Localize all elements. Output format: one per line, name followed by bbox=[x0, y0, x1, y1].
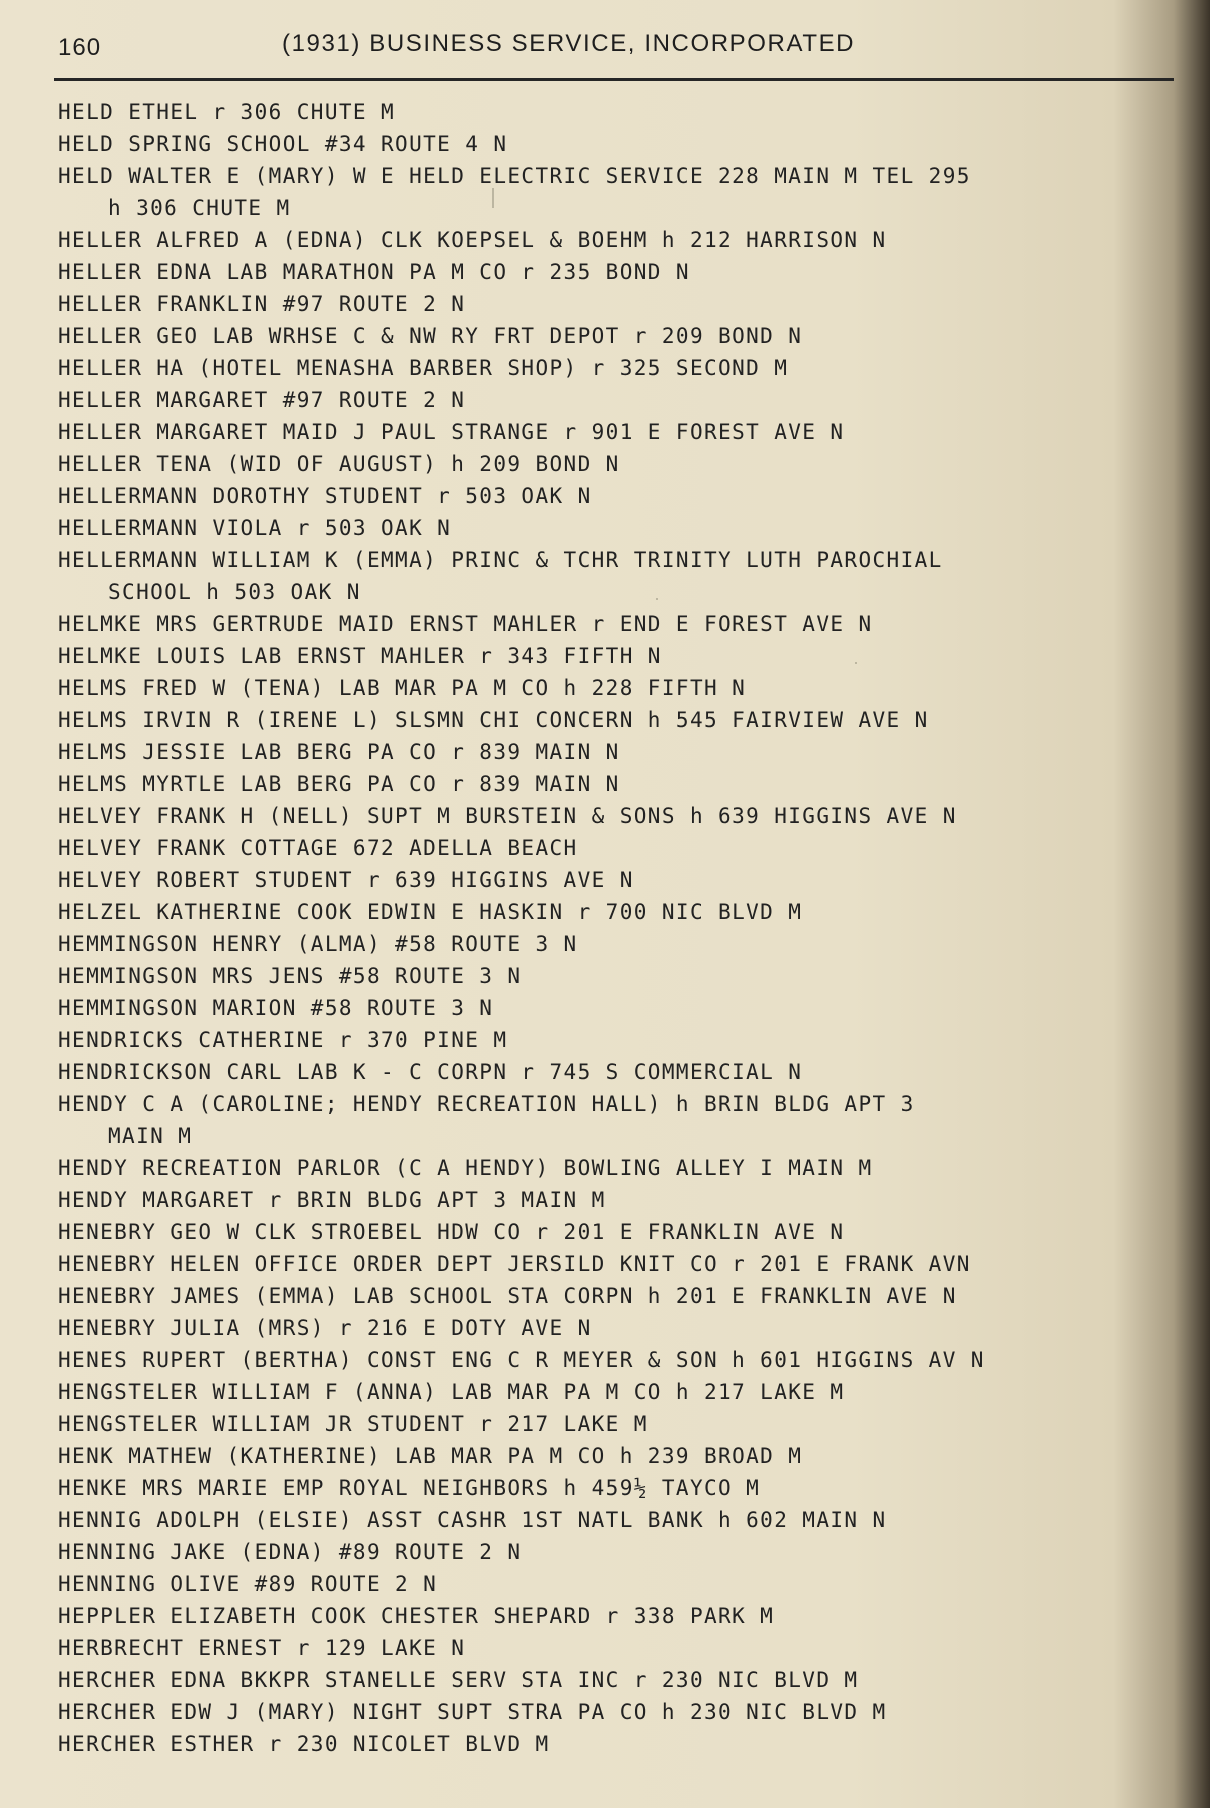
directory-entry: HENNIG ADOLPH (ELSIE) ASST CASHR 1ST NATL BANK h 602 MAIN N bbox=[58, 1508, 887, 1532]
directory-entry: HENDRICKSON CARL LAB K - C CORPN r 745 S COMMERCIAL N bbox=[58, 1060, 803, 1084]
directory-entry: HERBRECHT ERNEST r 129 LAKE N bbox=[58, 1636, 466, 1660]
directory-entry: HEMMINGSON MARION #58 ROUTE 3 N bbox=[58, 996, 494, 1020]
directory-entry: HELLERMANN WILLIAM K (EMMA) PRINC & TCHR TRINITY LUTH PAROCHIAL bbox=[58, 548, 943, 572]
directory-entry: HELMS FRED W (TENA) LAB MAR PA M CO h 228 FIFTH N bbox=[58, 676, 747, 700]
directory-entry: HENEBRY HELEN OFFICE ORDER DEPT JERSILD KNIT CO r 201 E FRANK AVN bbox=[58, 1252, 971, 1276]
directory-entry: HELMS MYRTLE LAB BERG PA CO r 839 MAIN N bbox=[58, 772, 620, 796]
page-header bbox=[0, 26, 1210, 70]
directory-entry: HENDY RECREATION PARLOR (C A HENDY) BOWLING ALLEY I MAIN M bbox=[58, 1156, 873, 1180]
directory-entry: HELMKE LOUIS LAB ERNST MAHLER r 343 FIFTH N bbox=[58, 644, 662, 668]
directory-entry: HENK MATHEW (KATHERINE) LAB MAR PA M CO h 239 BROAD M bbox=[58, 1444, 803, 1468]
directory-entry: HENDY MARGARET r BRIN BLDG APT 3 MAIN M bbox=[58, 1188, 606, 1212]
directory-entry: HENEBRY JAMES (EMMA) LAB SCHOOL STA CORPN h 201 E FRANKLIN AVE N bbox=[58, 1284, 957, 1308]
directory-entry: HELVEY ROBERT STUDENT r 639 HIGGINS AVE N bbox=[58, 868, 634, 892]
directory-entry: HELLER MARGARET #97 ROUTE 2 N bbox=[58, 388, 466, 412]
directory-entry: HENES RUPERT (BERTHA) CONST ENG C R MEYER & SON h 601 HIGGINS AV N bbox=[58, 1348, 985, 1372]
directory-entry: HELLER EDNA LAB MARATHON PA M CO r 235 BOND N bbox=[58, 260, 690, 284]
directory-entry: HELMS IRVIN R (IRENE L) SLSMN CHI CONCERN h 545 FAIRVIEW AVE N bbox=[58, 708, 929, 732]
directory-entry: HELVEY FRANK COTTAGE 672 ADELLA BEACH bbox=[58, 836, 578, 860]
directory-entry: HENNING JAKE (EDNA) #89 ROUTE 2 N bbox=[58, 1540, 522, 1564]
directory-entry: HELZEL KATHERINE COOK EDWIN E HASKIN r 700 NIC BLVD M bbox=[58, 900, 803, 924]
directory-entry: HENEBRY JULIA (MRS) r 216 E DOTY AVE N bbox=[58, 1316, 592, 1340]
directory-entry: HENNING OLIVE #89 ROUTE 2 N bbox=[58, 1572, 438, 1596]
directory-entry: HENDY C A (CAROLINE; HENDY RECREATION HALL) h BRIN BLDG APT 3 bbox=[58, 1092, 915, 1116]
directory-entry: HELMS JESSIE LAB BERG PA CO r 839 MAIN N bbox=[58, 740, 620, 764]
directory-entry: HELD WALTER E (MARY) W E HELD ELECTRIC SERVICE 228 MAIN M TEL 295 bbox=[58, 164, 971, 188]
directory-entry: HEMMINGSON HENRY (ALMA) #58 ROUTE 3 N bbox=[58, 932, 578, 956]
directory-entry: HELLER GEO LAB WRHSE C & NW RY FRT DEPOT r 209 BOND N bbox=[58, 324, 803, 348]
directory-entry: HELD ETHEL r 306 CHUTE M bbox=[58, 100, 396, 124]
directory-entry: HERCHER EDNA BKKPR STANELLE SERV STA INC r 230 NIC BLVD M bbox=[58, 1668, 859, 1692]
directory-entry-continuation: MAIN M bbox=[108, 1124, 193, 1148]
directory-entry: HELLER MARGARET MAID J PAUL STRANGE r 901 E FOREST AVE N bbox=[58, 420, 845, 444]
header-rule bbox=[54, 78, 1174, 81]
speck-mark bbox=[855, 662, 857, 664]
directory-entry: HELLER FRANKLIN #97 ROUTE 2 N bbox=[58, 292, 466, 316]
directory-entry: HENGSTELER WILLIAM JR STUDENT r 217 LAKE M bbox=[58, 1412, 648, 1436]
speck-mark bbox=[656, 598, 658, 600]
directory-entry: HEPPLER ELIZABETH COOK CHESTER SHEPARD r 338 PARK M bbox=[58, 1604, 775, 1628]
directory-entry: HELLERMANN VIOLA r 503 OAK N bbox=[58, 516, 452, 540]
directory-entry: HELMKE MRS GERTRUDE MAID ERNST MAHLER r END E FOREST AVE N bbox=[58, 612, 873, 636]
directory-entry: HENEBRY GEO W CLK STROEBEL HDW CO r 201 E FRANKLIN AVE N bbox=[58, 1220, 845, 1244]
directory-entry: HELLER HA (HOTEL MENASHA BARBER SHOP) r 325 SECOND M bbox=[58, 356, 789, 380]
directory-entry: HELVEY FRANK H (NELL) SUPT M BURSTEIN & SONS h 639 HIGGINS AVE N bbox=[58, 804, 957, 828]
page-header-title: (1931) BUSINESS SERVICE, INCORPORATED bbox=[282, 30, 856, 57]
directory-entry: HELLER ALFRED A (EDNA) CLK KOEPSEL & BOEHM h 212 HARRISON N bbox=[58, 228, 887, 252]
directory-entry: HERCHER EDW J (MARY) NIGHT SUPT STRA PA CO h 230 NIC BLVD M bbox=[58, 1700, 887, 1724]
directory-entry: HERCHER ESTHER r 230 NICOLET BLVD M bbox=[58, 1732, 550, 1756]
directory-entry: HENKE MRS MARIE EMP ROYAL NEIGHBORS h 459½ TAYCO M bbox=[58, 1476, 761, 1500]
directory-entry: HELLERMANN DOROTHY STUDENT r 503 OAK N bbox=[58, 484, 592, 508]
directory-entry: HELD SPRING SCHOOL #34 ROUTE 4 N bbox=[58, 132, 508, 156]
page-number: 160 bbox=[58, 34, 102, 61]
directory-entry-continuation: h 306 CHUTE M bbox=[108, 196, 291, 220]
pen-mark bbox=[492, 188, 494, 208]
directory-entry: HENDRICKS CATHERINE r 370 PINE M bbox=[58, 1028, 508, 1052]
directory-entry: HEMMINGSON MRS JENS #58 ROUTE 3 N bbox=[58, 964, 522, 988]
directory-entry: HENGSTELER WILLIAM F (ANNA) LAB MAR PA M CO h 217 LAKE M bbox=[58, 1380, 845, 1404]
directory-entry: HELLER TENA (WID OF AUGUST) h 209 BOND N bbox=[58, 452, 620, 476]
directory-entry-continuation: SCHOOL h 503 OAK N bbox=[108, 580, 361, 604]
